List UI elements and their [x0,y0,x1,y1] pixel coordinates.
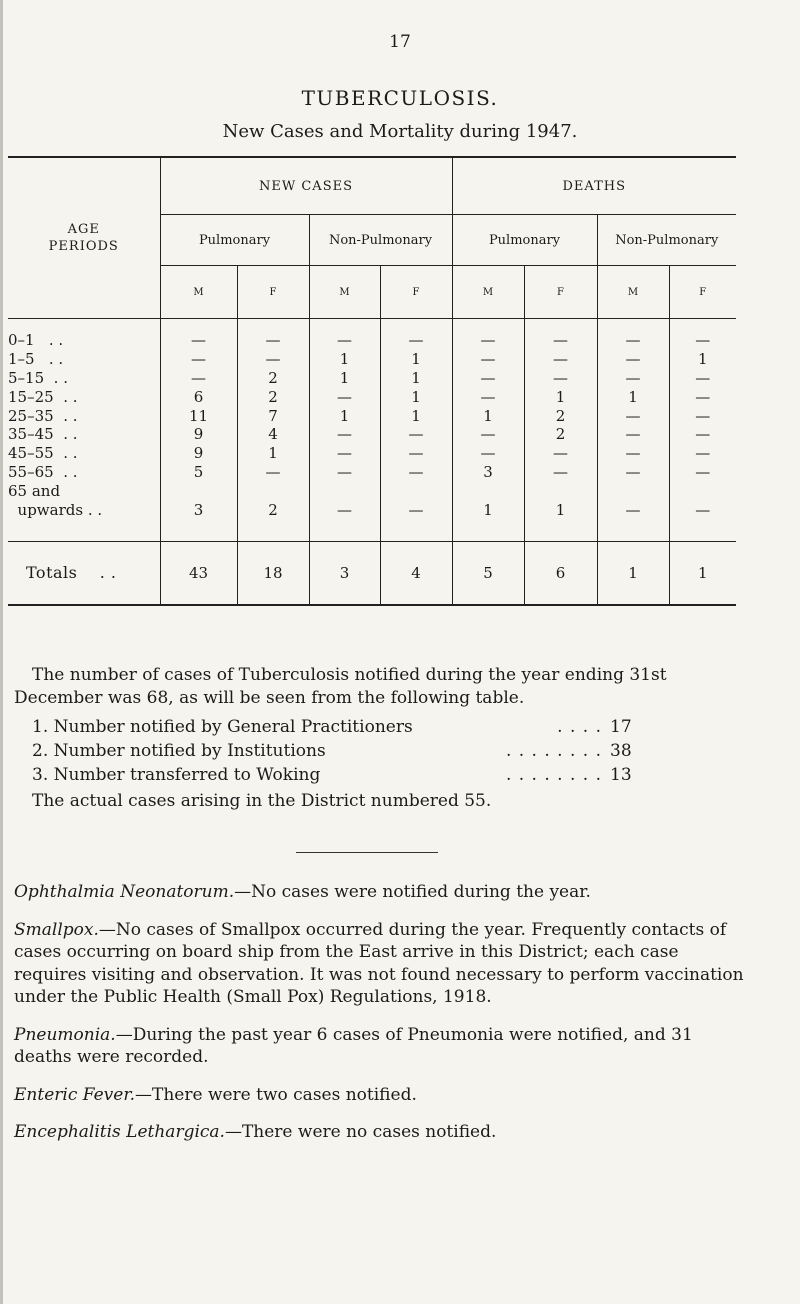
count-cell [669,481,736,500]
count-cell: 1 [309,350,380,369]
count-cell: — [597,463,669,482]
age-period-cell: 35–45 . . [8,425,78,444]
note-heading: Enteric Fever. [14,1084,135,1105]
table-row [8,425,736,444]
count-cell: — [237,350,309,369]
count-cell: 1 [524,387,597,406]
count-cell: 7 [237,406,309,425]
new-non-pulmonary-header: Non-Pulmonary [309,215,452,266]
actual-cases-text: The actual cases arising in the District numbered 55. [32,791,492,811]
list-item-dots: . . . . . . . . [505,741,602,761]
count-cell: 11 [160,406,237,425]
new-cases-header: NEW CASES [160,157,452,215]
note-encephalitis [14,1121,744,1144]
count-cell: — [309,463,380,482]
total-cell: 3 [309,541,380,605]
total-cell: 4 [380,541,452,605]
count-cell: 2 [237,387,309,406]
count-cell: — [380,444,452,463]
count-cell: 2 [524,406,597,425]
count-cell: — [160,369,237,388]
age-periods-header [8,157,160,319]
count-cell: — [669,319,736,350]
age-period-cell: upwards . . [8,500,160,541]
age-period-cell: 5–15 . . [8,368,68,387]
count-cell: 1 [380,406,452,425]
count-cell: — [309,425,380,444]
age-period-cell: 45–55 . . [8,444,78,463]
count-cell: — [237,463,309,482]
totals-label: Totals . . [8,541,160,605]
tuberculosis-table [8,156,736,606]
count-cell: 2 [237,369,309,388]
count-cell [309,481,380,500]
count-cell: — [309,500,380,541]
count-cell: — [669,500,736,541]
list-item-value: 13 [610,765,632,785]
list-item-value: 17 [610,717,632,737]
deaths-non-pulmonary-header: Non-Pulmonary [597,215,736,266]
count-cell [160,481,237,500]
count-cell: — [452,369,524,388]
page-margin-line [0,0,3,1304]
count-cell: 1 [524,500,597,541]
count-cell: 9 [160,425,237,444]
count-cell: — [237,319,309,350]
note-heading: Encephalitis Lethargica. [14,1122,225,1142]
count-cell: — [597,500,669,541]
count-cell: 3 [160,500,237,541]
count-cell: — [669,425,736,444]
list-item-text: 2. Number notified by Institutions [32,741,326,761]
count-cell: — [597,444,669,463]
age-period-cell: 0–1 . . [8,331,64,350]
sex-header-m: M [160,266,237,319]
table-row [8,500,736,541]
sex-header-m: M [452,266,524,319]
table-row [8,369,736,388]
list-item [32,765,732,789]
count-cell: — [524,350,597,369]
note-text: —No cases of Smallpox occurred during the year. Frequently contacts of cases occurring on board ship from the East arrive in this District; each case requires visiting and observation. It was not found necessary to perform vaccination under the Public Health (Small Pox) Regulations, 1918. [14,919,744,1007]
count-cell: — [669,463,736,482]
count-cell: 5 [160,463,237,482]
list-item [32,717,732,741]
age-period-cell: 65 and [8,481,61,500]
table-row [8,463,736,482]
age-period-cell: 15–25 . . [8,387,78,406]
count-cell: — [597,406,669,425]
new-pulmonary-header: Pulmonary [160,215,309,266]
note-heading: Pneumonia. [14,1024,116,1045]
table-row [8,350,736,369]
list-item-text: 3. Number transferred to Woking [32,765,321,785]
deaths-pulmonary-header: Pulmonary [452,215,597,266]
page-title: TUBERCULOSIS. [301,86,499,110]
section-divider [296,852,438,853]
count-cell: 6 [160,387,237,406]
sex-header-f: F [237,266,309,319]
total-cell: 1 [669,541,736,605]
count-cell: — [309,444,380,463]
count-cell: — [669,369,736,388]
table-row [8,406,736,425]
count-cell: — [524,319,597,350]
total-cell: 5 [452,541,524,605]
table-row [8,387,736,406]
count-cell: 1 [597,387,669,406]
note-ophthalmia [14,881,744,904]
deaths-header: DEATHS [452,157,736,215]
total-cell: 1 [597,541,669,605]
count-cell [452,481,524,500]
count-cell: 1 [669,350,736,369]
age-header-line-2: PERIODS [48,239,119,254]
sex-header-m: M [597,266,669,319]
table-row [8,444,736,463]
count-cell: — [669,444,736,463]
age-header-line-1: AGE [67,222,100,237]
list-item [32,741,732,765]
count-cell [524,481,597,500]
count-cell [380,481,452,500]
note-smallpox [14,919,744,1009]
count-cell: — [452,387,524,406]
total-cell: 6 [524,541,597,605]
totals-row [8,541,736,605]
count-cell: — [309,319,380,350]
count-cell: 1 [380,369,452,388]
count-cell: — [669,406,736,425]
list-item-text: 1. Number notified by General Practitioners [32,717,413,737]
note-text: —There were no cases notified. [224,1122,497,1142]
count-cell: — [524,444,597,463]
note-heading: Smallpox. [14,919,99,940]
count-cell: — [380,500,452,541]
count-cell: — [524,463,597,482]
count-cell: — [160,319,237,350]
count-cell: 1 [309,369,380,388]
count-cell [237,481,309,500]
count-cell: — [452,319,524,350]
count-cell: 1 [380,350,452,369]
age-period-cell: 55–65 . . [8,462,78,481]
count-cell: — [597,425,669,444]
count-cell: — [452,350,524,369]
table-row [8,481,736,500]
notes-section [14,881,744,1159]
note-text: —During the past year 6 cases of Pneumonia were notified, and 31 deaths were recorded. [14,1024,693,1067]
count-cell: 1 [452,500,524,541]
note-text: —No cases were notified during the year. [234,882,591,902]
table-body [8,319,736,542]
list-item-dots: . . . . [557,717,602,737]
sex-header-f: F [524,266,597,319]
count-cell: — [524,369,597,388]
notification-list [32,717,732,789]
count-cell: 2 [237,500,309,541]
count-cell: — [452,425,524,444]
count-cell: — [380,463,452,482]
list-item-value: 38 [610,741,632,761]
count-cell: — [597,319,669,350]
count-cell [597,481,669,500]
count-cell: 3 [452,463,524,482]
count-cell: — [597,369,669,388]
count-cell: 1 [309,406,380,425]
sex-header-f: F [380,266,452,319]
summary-paragraph: The number of cases of Tuberculosis notified during the year ending 31st December was 68, as will be seen from the following table. [14,665,667,708]
count-cell: — [160,350,237,369]
age-period-cell: 1–5 . . [8,350,64,369]
total-cell: 43 [160,541,237,605]
count-cell: 1 [452,406,524,425]
count-cell: — [309,387,380,406]
count-cell: — [597,350,669,369]
count-cell: — [380,425,452,444]
count-cell: 1 [380,387,452,406]
count-cell: — [452,444,524,463]
count-cell: 1 [237,444,309,463]
page-subtitle: New Cases and Mortality during 1947. [222,121,578,142]
sex-header-f: F [669,266,736,319]
total-cell: 18 [237,541,309,605]
table-row [8,319,736,350]
count-cell: 4 [237,425,309,444]
sex-header-m: M [309,266,380,319]
note-pneumonia [14,1024,744,1069]
list-item-dots: . . . . . . . . [505,765,602,785]
count-cell: 9 [160,444,237,463]
note-text: —There were two cases notified. [135,1084,417,1105]
note-heading: Ophthalmia Neonatorum. [14,882,235,902]
page-number: 17 [389,32,411,52]
age-period-cell: 25–35 . . [8,406,78,425]
note-enteric-fever [14,1084,744,1107]
count-cell: — [380,319,452,350]
count-cell: 2 [524,425,597,444]
count-cell: — [669,387,736,406]
